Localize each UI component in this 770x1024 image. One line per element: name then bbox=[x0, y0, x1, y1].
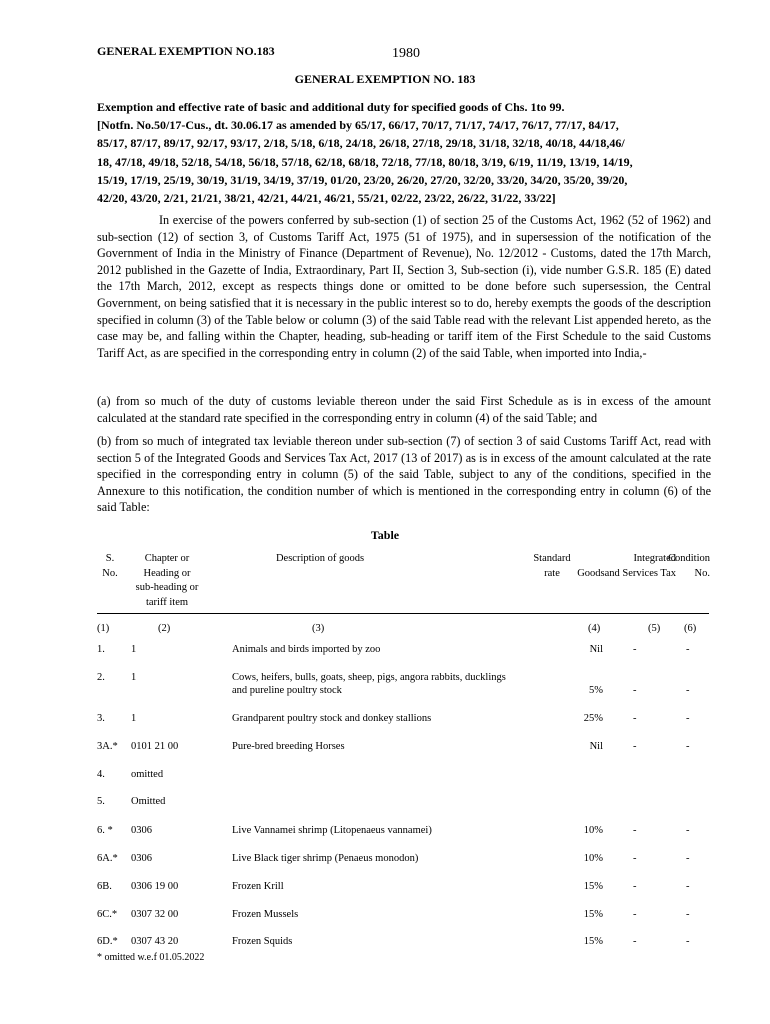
row-chapter: 0307 43 20 bbox=[131, 936, 179, 947]
row-standard-rate: 15% bbox=[583, 909, 603, 920]
column-number: (5) bbox=[648, 623, 661, 634]
row-description-line: Frozen Squids bbox=[232, 936, 293, 947]
column-number: (4) bbox=[588, 623, 601, 634]
row-igst: - bbox=[633, 644, 637, 655]
row-description-line: Frozen Krill bbox=[232, 881, 284, 892]
header-line: Standard bbox=[533, 553, 571, 564]
subject-line: 18, 47/18, 49/18, 52/18, 54/18, 56/18, 57/18, 62/18, 68/18, 72/18, 77/18, 80/18, 3/19, 6/19, 11/19, 13/19, 14/19, bbox=[97, 154, 633, 169]
footnote: * omitted w.e.f 01.05.2022 bbox=[97, 952, 205, 963]
row-description-line: and pureline poultry stock bbox=[232, 685, 342, 696]
row-igst: - bbox=[633, 713, 637, 724]
header-line: rate bbox=[544, 567, 560, 579]
header-line: Integrated bbox=[633, 553, 676, 564]
row-sno: 5. bbox=[97, 796, 105, 807]
subject-line: Exemption and effective rate of basic and additional duty for specified goods of Chs. 1to 99. bbox=[97, 100, 565, 114]
header-sno bbox=[97, 552, 123, 581]
subject-line: [Notfn. No.50/17-Cus., dt. 30.06.17 as amended by 65/17, 66/17, 70/17, 71/17, 74/17, 76/17, 77/17, 84/17, bbox=[97, 118, 619, 133]
subject-line: 15/19, 17/19, 25/19, 30/19, 31/19, 34/19, 37/19, 01/20, 23/20, 26/20, 27/20, 32/20, 33/20, 34/20, 35/20, 39/20, bbox=[97, 172, 628, 187]
row-description-line: Live Vannamei shrimp (Litopenaeus vannamei) bbox=[232, 825, 432, 836]
header-line: Description of goods bbox=[275, 553, 365, 564]
row-chapter: 0101 21 00 bbox=[131, 741, 179, 752]
row-chapter: omitted bbox=[131, 769, 164, 780]
header-line: Chapter or bbox=[144, 553, 190, 564]
table-divider bbox=[97, 613, 709, 614]
row-standard-rate: 15% bbox=[583, 936, 603, 947]
row-condition: - bbox=[686, 881, 690, 892]
header-description bbox=[240, 552, 400, 567]
header-line: tariff item bbox=[145, 596, 189, 608]
row-description-line: Cows, heifers, bulls, goats, sheep, pigs, angora rabbits, ducklings bbox=[232, 672, 506, 683]
row-igst: - bbox=[633, 741, 637, 752]
preamble-paragraph: In exercise of the powers conferred by sub-section (1) of section 25 of the Customs Act, 1962 (52 of 1962) and sub-section (12) of section 3, of Customs Tariff Act, 1975 (51 of 1975), and in supersession of the notification of the Government of India in the Ministry of Finance (Department of Revenue), No. 12/2012 - Customs, dated the 17th March, 2012 published in the Gazette of India, Extraordinary, Part II, Section 3, Sub-section (i), vide number G.S.R. 185 (E) dated the 17th March, 2012, except as respects things done or omitted to be done before such supersession, the Central Government, on being satisfied that it is necessary in the public interest so to do, hereby exempts the goods of the description specified in column (3) of the Table below or column (3) of the said Table read with the relevant List appended hereto, as the case may be, and falling within the Chapter, heading, sub-heading or tariff item of the First Schedule to the said Customs Tariff Act, as are specified in the corresponding entry in column (2) of the said Table, when imported into India,- bbox=[97, 213, 711, 360]
row-standard-rate: 15% bbox=[583, 881, 603, 892]
row-condition: - bbox=[686, 936, 690, 947]
row-chapter: 1 bbox=[131, 672, 137, 683]
row-chapter: 1 bbox=[131, 713, 137, 724]
header-line: No. bbox=[694, 567, 710, 579]
row-standard-rate: 25% bbox=[583, 713, 603, 724]
row-standard-rate: 10% bbox=[583, 853, 603, 864]
column-number: (3) bbox=[312, 623, 325, 634]
row-condition: - bbox=[686, 853, 690, 864]
header-line: S. bbox=[105, 553, 115, 564]
row-chapter: 0307 32 00 bbox=[131, 909, 179, 920]
notification-heading: GENERAL EXEMPTION NO. 183 bbox=[294, 72, 476, 86]
row-igst: - bbox=[633, 825, 637, 836]
header-line: sub-heading or bbox=[135, 582, 199, 593]
row-sno: 6D.* bbox=[97, 936, 118, 947]
running-header: GENERAL EXEMPTION NO.183 bbox=[97, 44, 275, 58]
row-chapter: 0306 bbox=[131, 853, 152, 864]
row-sno: 6. * bbox=[97, 825, 113, 836]
row-sno: 2. bbox=[97, 672, 105, 683]
row-standard-rate: 5% bbox=[589, 685, 603, 696]
column-number: (2) bbox=[158, 623, 171, 634]
header-line: Heading or bbox=[143, 567, 191, 579]
header-line: Goodsand Services Tax bbox=[577, 567, 676, 579]
row-chapter: 0306 bbox=[131, 825, 152, 836]
row-condition: - bbox=[686, 685, 690, 696]
header-condition bbox=[662, 552, 710, 581]
subject-line: 85/17, 87/17, 89/17, 92/17, 93/17, 2/18, 5/18, 6/18, 24/18, 26/18, 27/18, 29/18, 31/18, 32/18, 40/18, 44/18,46/ bbox=[97, 136, 625, 151]
row-standard-rate: Nil bbox=[589, 741, 603, 752]
column-number: (6) bbox=[684, 623, 697, 634]
row-condition: - bbox=[686, 713, 690, 724]
row-condition: - bbox=[686, 825, 690, 836]
row-condition: - bbox=[686, 741, 690, 752]
row-description-line: Live Black tiger shrimp (Penaeus monodon) bbox=[232, 853, 419, 864]
subject-block bbox=[97, 98, 711, 207]
row-condition: - bbox=[686, 644, 690, 655]
row-description-line: Frozen Mussels bbox=[232, 909, 299, 920]
page-number: 1980 bbox=[392, 46, 420, 61]
row-sno: 4. bbox=[97, 769, 105, 780]
header-line: Condition bbox=[667, 553, 710, 564]
subject-line: 42/20, 43/20, 2/21, 21/21, 38/21, 42/21, 44/21, 46/21, 55/21, 02/22, 23/22, 26/22, 31/22, 33/22] bbox=[97, 191, 556, 206]
table-title: Table bbox=[370, 528, 400, 542]
header-line: No. bbox=[102, 567, 118, 579]
row-sno: 6C.* bbox=[97, 909, 118, 920]
row-chapter: 0306 19 00 bbox=[131, 881, 179, 892]
row-igst: - bbox=[633, 936, 637, 947]
row-igst: - bbox=[633, 685, 637, 696]
row-description-line: Grandparent poultry stock and donkey stallions bbox=[232, 713, 432, 724]
row-standard-rate: Nil bbox=[589, 644, 603, 655]
row-condition: - bbox=[686, 909, 690, 920]
row-sno: 3A.* bbox=[97, 741, 118, 752]
row-igst: - bbox=[633, 853, 637, 864]
row-standard-rate: 10% bbox=[583, 825, 603, 836]
row-sno: 6B. bbox=[97, 881, 112, 892]
row-sno: 3. bbox=[97, 713, 105, 724]
row-igst: - bbox=[633, 881, 637, 892]
row-igst: - bbox=[633, 909, 637, 920]
header-igst bbox=[576, 552, 676, 581]
row-description-line: Pure-bred breeding Horses bbox=[232, 741, 345, 752]
header-chapter bbox=[122, 552, 212, 610]
row-sno: 6A.* bbox=[97, 853, 118, 864]
row-chapter: 1 bbox=[131, 644, 137, 655]
row-sno: 1. bbox=[97, 644, 105, 655]
clause-b: (b) from so much of integrated tax leviable thereon under sub-section (7) of section 3 of said Customs Tariff Act, read with section 5 of the Integrated Goods and Services Tax Act, 2017 (13 of 2017) as is in excess of the amount calculated at the rate specified in the corresponding entry in column (5) of the said Table, subject to any of the conditions, specified in the Annexure to this notification, the condition number of which is mentioned in the corresponding entry in column (6) of the said Table: bbox=[97, 434, 711, 515]
header-standard-rate bbox=[524, 552, 580, 581]
column-number: (1) bbox=[97, 623, 110, 634]
row-description-line: Animals and birds imported by zoo bbox=[232, 644, 381, 655]
row-chapter: Omitted bbox=[131, 796, 166, 807]
clause-a: (a) from so much of the duty of customs leviable thereon under the said First Schedule as is in excess of the amount calculated at the standard rate specified in the corresponding entry in column (4) of the said Table; and bbox=[97, 394, 711, 425]
